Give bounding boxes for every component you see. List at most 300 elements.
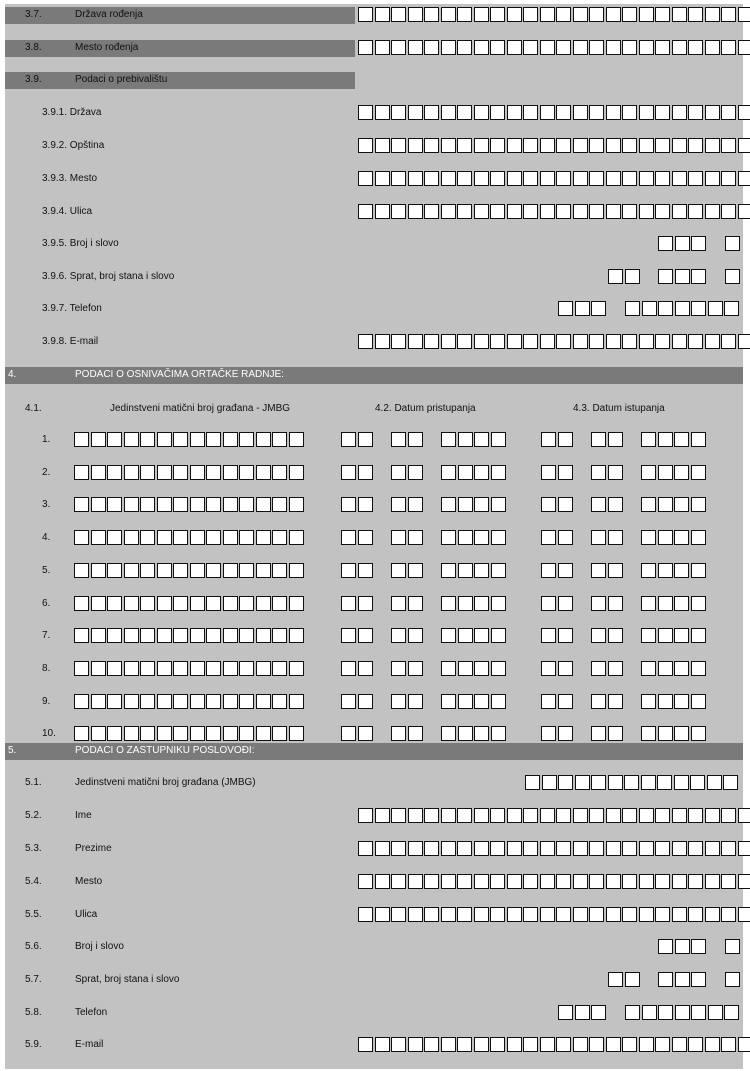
subfield-input-box[interactable] [672, 138, 687, 153]
field-input-box[interactable] [441, 40, 456, 55]
pristupanje-month-box[interactable] [391, 628, 406, 643]
representative-input-box[interactable] [688, 874, 703, 889]
subfield-input-box[interactable] [622, 204, 637, 219]
field-input-box[interactable] [672, 40, 687, 55]
representative-input-box[interactable] [358, 1037, 373, 1052]
istupanje-day-box[interactable] [558, 596, 573, 611]
founder-jmbg-box[interactable] [74, 596, 89, 611]
subfield-input-box[interactable] [358, 105, 373, 120]
subfield-input-box[interactable] [540, 171, 555, 186]
founder-jmbg-box[interactable] [190, 661, 205, 676]
pristupanje-month-box[interactable] [408, 465, 423, 480]
subfield-input-box[interactable] [424, 204, 439, 219]
representative-input-box[interactable] [490, 808, 505, 823]
founder-jmbg-box[interactable] [289, 694, 304, 709]
representative-input-box[interactable] [589, 1037, 604, 1052]
founder-jmbg-box[interactable] [239, 628, 254, 643]
subfield-input-box[interactable] [474, 334, 489, 349]
istupanje-year-box[interactable] [674, 694, 689, 709]
founder-jmbg-box[interactable] [140, 596, 155, 611]
pristupanje-month-box[interactable] [408, 596, 423, 611]
subfield-input-box[interactable] [474, 171, 489, 186]
phone-number-box[interactable] [658, 1005, 673, 1020]
representative-input-box[interactable] [573, 1037, 588, 1052]
subfield-input-box[interactable] [457, 138, 472, 153]
istupanje-day-box[interactable] [541, 726, 556, 741]
subfield-input-box[interactable] [441, 105, 456, 120]
pristupanje-year-box[interactable] [474, 432, 489, 447]
istupanje-year-box[interactable] [691, 465, 706, 480]
representative-input-box[interactable] [655, 808, 670, 823]
istupanje-day-box[interactable] [558, 530, 573, 545]
pristupanje-month-box[interactable] [391, 726, 406, 741]
representative-input-box[interactable] [474, 1037, 489, 1052]
istupanje-month-box[interactable] [608, 726, 623, 741]
subfield-input-box[interactable] [507, 138, 522, 153]
founder-jmbg-box[interactable] [223, 596, 238, 611]
founder-jmbg-box[interactable] [239, 726, 254, 741]
pristupanje-year-box[interactable] [458, 596, 473, 611]
representative-input-box[interactable] [441, 1037, 456, 1052]
phone-prefix-box[interactable] [575, 301, 590, 316]
founder-jmbg-box[interactable] [140, 432, 155, 447]
istupanje-day-box[interactable] [541, 628, 556, 643]
representative-input-box[interactable] [523, 907, 538, 922]
founder-jmbg-box[interactable] [140, 530, 155, 545]
istupanje-year-box[interactable] [658, 465, 673, 480]
house-number-box[interactable] [675, 939, 690, 954]
istupanje-month-box[interactable] [608, 694, 623, 709]
founder-jmbg-box[interactable] [124, 432, 139, 447]
representative-input-box[interactable] [606, 808, 621, 823]
pristupanje-year-box[interactable] [491, 661, 506, 676]
field-input-box[interactable] [606, 7, 621, 22]
founder-jmbg-box[interactable] [239, 596, 254, 611]
founder-jmbg-box[interactable] [91, 465, 106, 480]
subfield-input-box[interactable] [457, 171, 472, 186]
founder-jmbg-box[interactable] [272, 530, 287, 545]
istupanje-day-box[interactable] [558, 497, 573, 512]
istupanje-year-box[interactable] [658, 628, 673, 643]
phone-number-box[interactable] [724, 1005, 739, 1020]
field-input-box[interactable] [589, 40, 604, 55]
istupanje-year-box[interactable] [674, 432, 689, 447]
founder-jmbg-box[interactable] [91, 726, 106, 741]
representative-input-box[interactable] [474, 907, 489, 922]
representative-input-box[interactable] [589, 874, 604, 889]
representative-input-box[interactable] [721, 874, 736, 889]
founder-jmbg-box[interactable] [239, 563, 254, 578]
representative-input-box[interactable] [705, 874, 720, 889]
subfield-input-box[interactable] [523, 138, 538, 153]
field-input-box[interactable] [705, 7, 720, 22]
field-input-box[interactable] [375, 40, 390, 55]
founder-jmbg-box[interactable] [157, 596, 172, 611]
phone-number-box[interactable] [691, 1005, 706, 1020]
istupanje-day-box[interactable] [558, 465, 573, 480]
subfield-input-box[interactable] [457, 204, 472, 219]
istupanje-year-box[interactable] [674, 563, 689, 578]
founder-jmbg-box[interactable] [173, 530, 188, 545]
representative-input-box[interactable] [408, 841, 423, 856]
field-input-box[interactable] [606, 40, 621, 55]
istupanje-month-box[interactable] [591, 530, 606, 545]
subfield-input-box[interactable] [721, 105, 736, 120]
field-input-box[interactable] [523, 7, 538, 22]
founder-jmbg-box[interactable] [140, 497, 155, 512]
founder-jmbg-box[interactable] [157, 661, 172, 676]
pristupanje-month-box[interactable] [408, 530, 423, 545]
founder-jmbg-box[interactable] [272, 563, 287, 578]
founder-jmbg-box[interactable] [256, 530, 271, 545]
representative-input-box[interactable] [721, 808, 736, 823]
founder-jmbg-box[interactable] [91, 661, 106, 676]
subfield-input-box[interactable] [490, 334, 505, 349]
istupanje-year-box[interactable] [691, 596, 706, 611]
representative-input-box[interactable] [375, 808, 390, 823]
founder-jmbg-box[interactable] [157, 530, 172, 545]
founder-jmbg-box[interactable] [223, 628, 238, 643]
istupanje-day-box[interactable] [558, 563, 573, 578]
phone-prefix-box[interactable] [591, 301, 606, 316]
subfield-input-box[interactable] [507, 334, 522, 349]
founder-jmbg-box[interactable] [289, 563, 304, 578]
founder-jmbg-box[interactable] [272, 726, 287, 741]
founder-jmbg-box[interactable] [289, 661, 304, 676]
phone-number-box[interactable] [708, 301, 723, 316]
founder-jmbg-box[interactable] [206, 465, 221, 480]
istupanje-month-box[interactable] [608, 465, 623, 480]
representative-input-box[interactable] [672, 841, 687, 856]
pristupanje-year-box[interactable] [458, 497, 473, 512]
representative-input-box[interactable] [424, 841, 439, 856]
founder-jmbg-box[interactable] [124, 465, 139, 480]
representative-input-box[interactable] [738, 808, 750, 823]
founder-jmbg-box[interactable] [91, 530, 106, 545]
house-number-box[interactable] [691, 236, 706, 251]
subfield-input-box[interactable] [639, 204, 654, 219]
istupanje-year-box[interactable] [674, 465, 689, 480]
founder-jmbg-box[interactable] [239, 661, 254, 676]
founder-jmbg-box[interactable] [91, 497, 106, 512]
subfield-input-box[interactable] [408, 171, 423, 186]
istupanje-year-box[interactable] [691, 530, 706, 545]
subfield-input-box[interactable] [507, 171, 522, 186]
founder-jmbg-box[interactable] [157, 497, 172, 512]
subfield-input-box[interactable] [556, 334, 571, 349]
subfield-input-box[interactable] [391, 138, 406, 153]
subfield-input-box[interactable] [523, 171, 538, 186]
subfield-input-box[interactable] [457, 105, 472, 120]
field-input-box[interactable] [589, 7, 604, 22]
representative-input-box[interactable] [589, 841, 604, 856]
subfield-input-box[interactable] [523, 334, 538, 349]
subfield-input-box[interactable] [655, 334, 670, 349]
istupanje-month-box[interactable] [591, 465, 606, 480]
pristupanje-day-box[interactable] [358, 726, 373, 741]
representative-input-box[interactable] [490, 1037, 505, 1052]
founder-jmbg-box[interactable] [289, 497, 304, 512]
field-input-box[interactable] [688, 7, 703, 22]
representative-input-box[interactable] [606, 874, 621, 889]
istupanje-year-box[interactable] [641, 432, 656, 447]
phone-number-box[interactable] [675, 1005, 690, 1020]
founder-jmbg-box[interactable] [223, 694, 238, 709]
founder-jmbg-box[interactable] [124, 661, 139, 676]
founder-jmbg-box[interactable] [107, 726, 122, 741]
pristupanje-day-box[interactable] [358, 596, 373, 611]
istupanje-year-box[interactable] [641, 628, 656, 643]
field-input-box[interactable] [441, 7, 456, 22]
founder-jmbg-box[interactable] [107, 465, 122, 480]
apartment-letter-box[interactable] [725, 972, 740, 987]
founder-jmbg-box[interactable] [272, 465, 287, 480]
representative-input-box[interactable] [523, 808, 538, 823]
istupanje-year-box[interactable] [691, 432, 706, 447]
pristupanje-year-box[interactable] [491, 726, 506, 741]
field-input-box[interactable] [705, 40, 720, 55]
representative-input-box[interactable] [672, 874, 687, 889]
representative-jmbg-box[interactable] [608, 775, 623, 790]
subfield-input-box[interactable] [672, 204, 687, 219]
representative-input-box[interactable] [639, 841, 654, 856]
field-input-box[interactable] [474, 7, 489, 22]
field-input-box[interactable] [523, 40, 538, 55]
field-input-box[interactable] [738, 7, 750, 22]
pristupanje-month-box[interactable] [408, 628, 423, 643]
subfield-input-box[interactable] [391, 171, 406, 186]
subfield-input-box[interactable] [738, 138, 750, 153]
istupanje-day-box[interactable] [558, 432, 573, 447]
founder-jmbg-box[interactable] [190, 628, 205, 643]
founder-jmbg-box[interactable] [74, 628, 89, 643]
subfield-input-box[interactable] [358, 138, 373, 153]
subfield-input-box[interactable] [540, 334, 555, 349]
field-input-box[interactable] [424, 40, 439, 55]
founder-jmbg-box[interactable] [140, 628, 155, 643]
representative-input-box[interactable] [606, 841, 621, 856]
field-input-box[interactable] [540, 7, 555, 22]
representative-input-box[interactable] [573, 808, 588, 823]
house-letter-box[interactable] [725, 939, 740, 954]
founder-jmbg-box[interactable] [107, 661, 122, 676]
pristupanje-year-box[interactable] [441, 628, 456, 643]
subfield-input-box[interactable] [375, 204, 390, 219]
field-input-box[interactable] [358, 7, 373, 22]
subfield-input-box[interactable] [540, 138, 555, 153]
field-input-box[interactable] [721, 40, 736, 55]
istupanje-month-box[interactable] [591, 432, 606, 447]
field-input-box[interactable] [556, 7, 571, 22]
istupanje-month-box[interactable] [608, 661, 623, 676]
representative-input-box[interactable] [738, 1037, 750, 1052]
founder-jmbg-box[interactable] [289, 465, 304, 480]
subfield-input-box[interactable] [655, 105, 670, 120]
representative-input-box[interactable] [639, 1037, 654, 1052]
subfield-input-box[interactable] [672, 171, 687, 186]
subfield-input-box[interactable] [358, 334, 373, 349]
istupanje-month-box[interactable] [608, 563, 623, 578]
representative-input-box[interactable] [705, 841, 720, 856]
istupanje-day-box[interactable] [541, 465, 556, 480]
founder-jmbg-box[interactable] [223, 497, 238, 512]
field-input-box[interactable] [655, 40, 670, 55]
subfield-input-box[interactable] [441, 334, 456, 349]
field-input-box[interactable] [474, 40, 489, 55]
founder-jmbg-box[interactable] [74, 563, 89, 578]
representative-input-box[interactable] [391, 907, 406, 922]
representative-input-box[interactable] [705, 808, 720, 823]
subfield-input-box[interactable] [672, 334, 687, 349]
subfield-input-box[interactable] [688, 105, 703, 120]
field-input-box[interactable] [424, 7, 439, 22]
subfield-input-box[interactable] [573, 138, 588, 153]
pristupanje-day-box[interactable] [341, 563, 356, 578]
field-input-box[interactable] [490, 40, 505, 55]
pristupanje-day-box[interactable] [341, 661, 356, 676]
founder-jmbg-box[interactable] [173, 596, 188, 611]
subfield-input-box[interactable] [622, 171, 637, 186]
istupanje-year-box[interactable] [641, 694, 656, 709]
representative-input-box[interactable] [523, 1037, 538, 1052]
representative-input-box[interactable] [721, 841, 736, 856]
representative-input-box[interactable] [589, 907, 604, 922]
founder-jmbg-box[interactable] [190, 596, 205, 611]
representative-input-box[interactable] [556, 907, 571, 922]
istupanje-day-box[interactable] [541, 563, 556, 578]
pristupanje-year-box[interactable] [491, 694, 506, 709]
istupanje-day-box[interactable] [558, 726, 573, 741]
subfield-input-box[interactable] [358, 204, 373, 219]
pristupanje-month-box[interactable] [408, 694, 423, 709]
pristupanje-day-box[interactable] [358, 497, 373, 512]
founder-jmbg-box[interactable] [256, 628, 271, 643]
representative-input-box[interactable] [738, 874, 750, 889]
pristupanje-year-box[interactable] [491, 432, 506, 447]
subfield-input-box[interactable] [424, 334, 439, 349]
subfield-input-box[interactable] [738, 171, 750, 186]
subfield-input-box[interactable] [474, 105, 489, 120]
pristupanje-day-box[interactable] [358, 628, 373, 643]
representative-jmbg-box[interactable] [591, 775, 606, 790]
founder-jmbg-box[interactable] [206, 596, 221, 611]
representative-input-box[interactable] [424, 874, 439, 889]
pristupanje-year-box[interactable] [491, 530, 506, 545]
pristupanje-month-box[interactable] [408, 432, 423, 447]
pristupanje-year-box[interactable] [458, 726, 473, 741]
subfield-input-box[interactable] [655, 138, 670, 153]
founder-jmbg-box[interactable] [124, 694, 139, 709]
founder-jmbg-box[interactable] [190, 694, 205, 709]
subfield-input-box[interactable] [408, 334, 423, 349]
representative-jmbg-box[interactable] [674, 775, 689, 790]
subfield-input-box[interactable] [622, 334, 637, 349]
representative-input-box[interactable] [606, 907, 621, 922]
subfield-input-box[interactable] [705, 138, 720, 153]
istupanje-year-box[interactable] [658, 530, 673, 545]
subfield-input-box[interactable] [573, 334, 588, 349]
phone-number-box[interactable] [625, 301, 640, 316]
istupanje-day-box[interactable] [541, 694, 556, 709]
founder-jmbg-box[interactable] [107, 563, 122, 578]
founder-jmbg-box[interactable] [190, 726, 205, 741]
subfield-input-box[interactable] [639, 334, 654, 349]
pristupanje-year-box[interactable] [491, 497, 506, 512]
apartment-number-box[interactable] [658, 269, 673, 284]
house-number-box[interactable] [691, 939, 706, 954]
representative-input-box[interactable] [688, 907, 703, 922]
subfield-input-box[interactable] [688, 334, 703, 349]
founder-jmbg-box[interactable] [289, 628, 304, 643]
pristupanje-day-box[interactable] [358, 563, 373, 578]
istupanje-year-box[interactable] [691, 628, 706, 643]
subfield-input-box[interactable] [573, 105, 588, 120]
apartment-letter-box[interactable] [725, 269, 740, 284]
representative-input-box[interactable] [622, 808, 637, 823]
apartment-number-box[interactable] [658, 972, 673, 987]
representative-input-box[interactable] [507, 1037, 522, 1052]
representative-input-box[interactable] [721, 907, 736, 922]
pristupanje-year-box[interactable] [491, 628, 506, 643]
pristupanje-year-box[interactable] [441, 465, 456, 480]
subfield-input-box[interactable] [639, 138, 654, 153]
phone-number-box[interactable] [658, 301, 673, 316]
representative-jmbg-box[interactable] [641, 775, 656, 790]
founder-jmbg-box[interactable] [239, 694, 254, 709]
subfield-input-box[interactable] [705, 334, 720, 349]
representative-input-box[interactable] [490, 874, 505, 889]
subfield-input-box[interactable] [573, 171, 588, 186]
phone-number-box[interactable] [708, 1005, 723, 1020]
pristupanje-year-box[interactable] [474, 694, 489, 709]
representative-input-box[interactable] [457, 874, 472, 889]
founder-jmbg-box[interactable] [140, 465, 155, 480]
founder-jmbg-box[interactable] [190, 465, 205, 480]
founder-jmbg-box[interactable] [206, 661, 221, 676]
representative-input-box[interactable] [540, 874, 555, 889]
subfield-input-box[interactable] [655, 171, 670, 186]
subfield-input-box[interactable] [622, 138, 637, 153]
subfield-input-box[interactable] [540, 105, 555, 120]
istupanje-month-box[interactable] [608, 530, 623, 545]
istupanje-year-box[interactable] [658, 432, 673, 447]
pristupanje-year-box[interactable] [441, 726, 456, 741]
field-input-box[interactable] [375, 7, 390, 22]
representative-input-box[interactable] [441, 874, 456, 889]
founder-jmbg-box[interactable] [223, 465, 238, 480]
istupanje-year-box[interactable] [641, 497, 656, 512]
istupanje-year-box[interactable] [674, 596, 689, 611]
subfield-input-box[interactable] [375, 105, 390, 120]
founder-jmbg-box[interactable] [140, 563, 155, 578]
istupanje-year-box[interactable] [691, 726, 706, 741]
istupanje-month-box[interactable] [608, 596, 623, 611]
founder-jmbg-box[interactable] [140, 694, 155, 709]
representative-input-box[interactable] [391, 808, 406, 823]
istupanje-year-box[interactable] [691, 563, 706, 578]
istupanje-month-box[interactable] [591, 694, 606, 709]
founder-jmbg-box[interactable] [107, 694, 122, 709]
pristupanje-year-box[interactable] [441, 497, 456, 512]
field-input-box[interactable] [408, 40, 423, 55]
subfield-input-box[interactable] [672, 105, 687, 120]
subfield-input-box[interactable] [606, 171, 621, 186]
representative-jmbg-box[interactable] [558, 775, 573, 790]
representative-input-box[interactable] [408, 907, 423, 922]
founder-jmbg-box[interactable] [91, 432, 106, 447]
subfield-input-box[interactable] [490, 105, 505, 120]
pristupanje-year-box[interactable] [474, 530, 489, 545]
